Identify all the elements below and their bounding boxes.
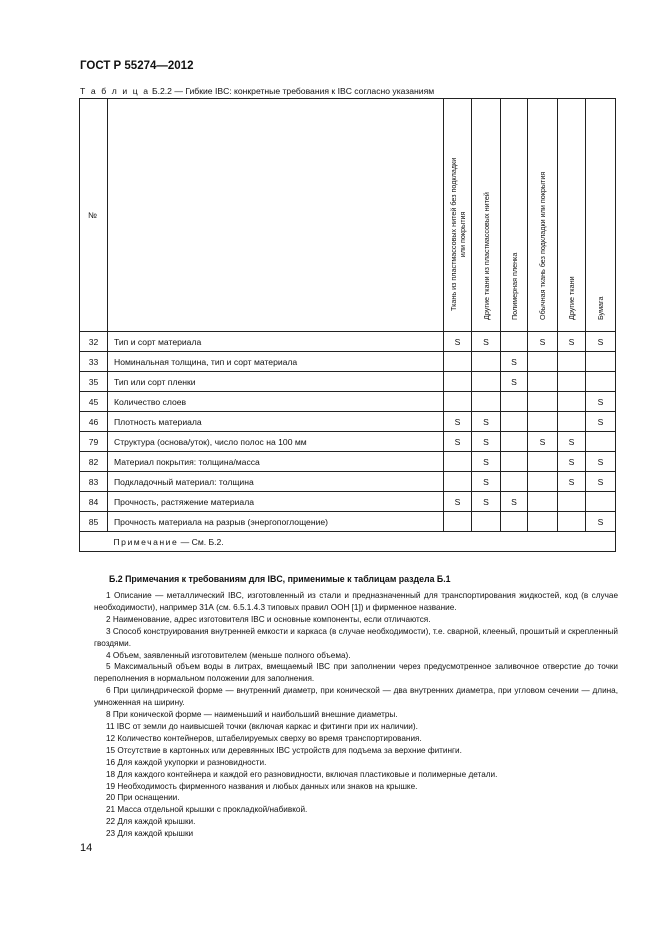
row-number: 84 bbox=[80, 492, 108, 512]
note-item: 4 Объем, заявленный изготовителем (меньше полного объема). bbox=[106, 650, 351, 660]
row-mark: S bbox=[586, 452, 616, 472]
row-mark bbox=[528, 492, 558, 512]
note-item: 21 Масса отдельной крышки с прокладкой/набивкой. bbox=[106, 805, 308, 815]
row-number: 82 bbox=[80, 452, 108, 472]
row-number: 46 bbox=[80, 412, 108, 432]
note-item: 8 При конической форме — наименьший и наибольший внешние диаметры. bbox=[106, 710, 398, 720]
document-code: ГОСТ Р 55274—2012 bbox=[80, 60, 194, 72]
note-item: 1 Описание — металлический IBC, изготовленный из стали и предназначенный для транспортирования жидкостей, код (в случае необходимости), например 31А (см. 6.5.1.4.3 типовых правил ООН [1]) и фирменное название. bbox=[94, 591, 618, 612]
row-mark bbox=[528, 452, 558, 472]
row-mark bbox=[528, 512, 558, 532]
table-row bbox=[80, 332, 616, 352]
row-mark bbox=[528, 372, 558, 392]
column-header-text bbox=[538, 172, 547, 320]
note-item: 19 Необходимость фирменного названия и любых данных или знаков на крышке. bbox=[106, 781, 418, 791]
row-mark: S bbox=[472, 332, 501, 352]
row-mark: S bbox=[528, 332, 558, 352]
column-header-text bbox=[449, 158, 467, 311]
column-header bbox=[558, 99, 586, 332]
table-header-row bbox=[80, 99, 616, 332]
column-header-text bbox=[510, 253, 519, 320]
column-header bbox=[586, 99, 616, 332]
table-row bbox=[80, 372, 616, 392]
note-item: 3 Способ конструирования внутренней емкости и каркаса (в случае необходимости), т.е. сварной, клееный, прошитый и скрепленный гвоздями. bbox=[94, 626, 618, 648]
row-requirement: Материал покрытия: толщина/масса bbox=[108, 452, 444, 472]
row-mark: S bbox=[558, 472, 586, 492]
row-mark bbox=[586, 352, 616, 372]
note-item: 12 Количество контейнеров, штабелируемых сверху во время транспортирования. bbox=[106, 733, 422, 743]
row-number: 45 bbox=[80, 392, 108, 412]
note-item: 18 Для каждого контейнера и каждой его разновидности, включая пластиковые и полимерные детали. bbox=[106, 769, 498, 779]
row-mark bbox=[558, 372, 586, 392]
column-header-line: или покрытия bbox=[457, 211, 467, 258]
row-number: 83 bbox=[80, 472, 108, 492]
column-header bbox=[501, 99, 528, 332]
requirements-table bbox=[79, 98, 616, 552]
row-mark bbox=[472, 392, 501, 412]
note-item: 16 Для каждой укупорки и разновидности. bbox=[106, 757, 267, 767]
row-requirement: Тип и сорт материала bbox=[108, 332, 444, 352]
row-mark: S bbox=[586, 472, 616, 492]
row-mark bbox=[528, 472, 558, 492]
note-item: 2 Наименование, адрес изготовителя IBC и основные компоненты, если отличаются. bbox=[106, 614, 431, 624]
row-mark bbox=[586, 372, 616, 392]
row-mark bbox=[528, 412, 558, 432]
column-header-line: Обычная ткань без подкладки или покрытия bbox=[538, 171, 547, 320]
name-column-header bbox=[108, 99, 444, 332]
row-mark: S bbox=[444, 412, 472, 432]
row-mark bbox=[472, 512, 501, 532]
note-item: 11 IBC от земли до наивысшей точки (включая каркас и фитинги при их наличии). bbox=[106, 721, 418, 731]
row-mark bbox=[444, 352, 472, 372]
table-note-label: Примечание bbox=[113, 536, 179, 547]
table-row bbox=[80, 452, 616, 472]
row-requirement: Прочность материала на разрыв (энергопоглощение) bbox=[108, 512, 444, 532]
row-mark: S bbox=[586, 512, 616, 532]
column-header-line: Ткань из пластмассовых нитей без подкладки bbox=[448, 157, 458, 311]
row-number: 79 bbox=[80, 432, 108, 452]
row-mark: S bbox=[444, 332, 472, 352]
row-mark: S bbox=[472, 412, 501, 432]
row-requirement: Количество слоев bbox=[108, 392, 444, 412]
row-mark bbox=[444, 372, 472, 392]
row-number: 85 bbox=[80, 512, 108, 532]
row-mark bbox=[558, 412, 586, 432]
note-item: 20 При оснащении. bbox=[106, 793, 180, 803]
row-mark bbox=[501, 412, 528, 432]
column-header-line: Бумага bbox=[596, 296, 605, 320]
row-requirement: Плотность материала bbox=[108, 412, 444, 432]
section-notes bbox=[94, 590, 618, 840]
table-caption-label: Т а б л и ц а bbox=[80, 86, 150, 96]
row-requirement: Структура (основа/уток), число полос на 100 мм bbox=[108, 432, 444, 452]
column-header-line: Полимерная пленка bbox=[509, 252, 519, 320]
row-mark bbox=[558, 352, 586, 372]
row-requirement: Подкладочный материал: толщина bbox=[108, 472, 444, 492]
row-mark bbox=[586, 432, 616, 452]
row-mark bbox=[472, 372, 501, 392]
row-mark bbox=[472, 352, 501, 372]
column-header bbox=[444, 99, 472, 332]
row-mark bbox=[528, 352, 558, 372]
row-mark: S bbox=[444, 432, 472, 452]
table-row bbox=[80, 352, 616, 372]
row-number: 32 bbox=[80, 332, 108, 352]
table-row bbox=[80, 392, 616, 412]
table-caption bbox=[80, 86, 434, 96]
row-mark: S bbox=[472, 472, 501, 492]
table-caption-text: Б.2.2 — Гибкие IBC: конкретные требования к IBC согласно указаниям bbox=[149, 86, 435, 96]
row-mark bbox=[501, 472, 528, 492]
row-mark: S bbox=[558, 452, 586, 472]
row-mark: S bbox=[472, 492, 501, 512]
row-mark: S bbox=[501, 352, 528, 372]
row-mark bbox=[444, 512, 472, 532]
table-note bbox=[108, 532, 616, 552]
note-item: 15 Отсутствие в картонных или деревянных IBC устройств для подъема за верхние фитинги. bbox=[106, 745, 462, 755]
row-mark bbox=[558, 492, 586, 512]
row-mark: S bbox=[444, 492, 472, 512]
row-mark bbox=[558, 392, 586, 412]
row-mark bbox=[501, 512, 528, 532]
note-item: 5 Максимальный объем воды в литрах, вмещаемый IBC при заполнении через предусмотренное заливочное отверстие до точки переполнения в нормальном положении для заполнения. bbox=[94, 662, 618, 684]
row-mark bbox=[501, 452, 528, 472]
page-number: 14 bbox=[80, 842, 93, 854]
column-header bbox=[528, 99, 558, 332]
row-mark: S bbox=[558, 432, 586, 452]
row-mark bbox=[444, 472, 472, 492]
column-header-text bbox=[482, 192, 491, 320]
column-header-text bbox=[596, 297, 605, 320]
row-mark: S bbox=[501, 372, 528, 392]
column-header bbox=[472, 99, 501, 332]
row-mark: S bbox=[586, 332, 616, 352]
number-column-header: № bbox=[80, 99, 108, 332]
row-mark bbox=[444, 392, 472, 412]
row-requirement: Номинальная толщина, тип и сорт материала bbox=[108, 352, 444, 372]
row-mark bbox=[501, 432, 528, 452]
table-row bbox=[80, 472, 616, 492]
column-header-text bbox=[567, 276, 576, 320]
table-note-text: — См. Б.2. bbox=[178, 536, 224, 547]
row-mark bbox=[528, 392, 558, 412]
note-spacer bbox=[80, 532, 108, 552]
table-note-row bbox=[80, 532, 616, 552]
table-row bbox=[80, 432, 616, 452]
row-requirement: Прочность, растяжение материала bbox=[108, 492, 444, 512]
row-mark: S bbox=[472, 432, 501, 452]
row-mark bbox=[444, 452, 472, 472]
row-mark: S bbox=[586, 392, 616, 412]
table-row bbox=[80, 512, 616, 532]
row-mark: S bbox=[558, 332, 586, 352]
row-mark: S bbox=[528, 432, 558, 452]
section-title: Б.2 Примечания к требованиям для IBC, применимые к таблицам раздела Б.1 bbox=[109, 574, 451, 584]
row-mark bbox=[558, 512, 586, 532]
column-header-line: Другие ткани bbox=[567, 276, 576, 320]
row-mark bbox=[501, 392, 528, 412]
row-mark bbox=[501, 332, 528, 352]
table-row bbox=[80, 412, 616, 432]
row-number: 35 bbox=[80, 372, 108, 392]
column-header-line: Другие ткани из пластмассовых нитей bbox=[481, 192, 491, 320]
note-item: 6 При цилиндрической форме — внутренний диаметр, при конической — два внутренних диаметра, при угловом сечении — длина, умноженная на ширину. bbox=[94, 686, 618, 708]
row-mark bbox=[586, 492, 616, 512]
row-requirement: Тип или сорт пленки bbox=[108, 372, 444, 392]
row-mark: S bbox=[501, 492, 528, 512]
note-item: 22 Для каждой крышки. bbox=[106, 817, 196, 827]
note-item: 23 Для каждой крышки bbox=[106, 829, 194, 839]
row-mark: S bbox=[472, 452, 501, 472]
table-row bbox=[80, 492, 616, 512]
row-number: 33 bbox=[80, 352, 108, 372]
row-mark: S bbox=[586, 412, 616, 432]
